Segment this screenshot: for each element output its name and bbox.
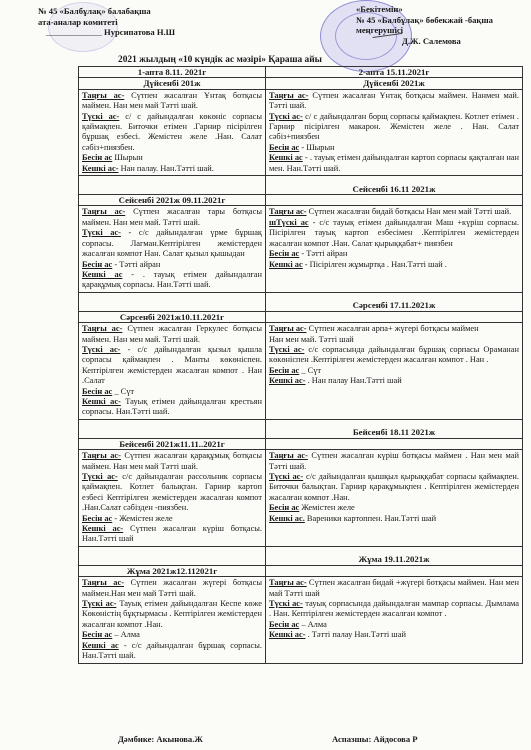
lunch-label: Түскі ас-: [82, 111, 120, 121]
day-header-left: Жұма 2021ж12.112021г: [79, 565, 266, 576]
day-header-left: Сейсенбі 2021ж 09.11.2021г: [79, 195, 266, 206]
week-header-row: [79, 67, 523, 78]
breakfast-dishes: Сүтпен жасалған Геркулес ботқасы маймен. Нан мен май. Тәтті шай.: [82, 324, 262, 344]
breakfast-label: Таңғы ас-: [269, 207, 307, 217]
lunch-label: Түскі ас-: [82, 472, 118, 481]
snack-line: [269, 620, 519, 630]
menu-cell-left: [79, 450, 266, 547]
menu-cell-right: [266, 206, 523, 292]
menu-cell-left: [79, 323, 266, 420]
approval-org: № 45 «Балбұлақ» бөбекжай -бақша: [356, 14, 493, 25]
breakfast-line: [269, 207, 519, 217]
breakfast-line: [269, 451, 519, 472]
menu-cell-left: [79, 206, 266, 292]
snack-dishes: - Тәтті айран: [299, 249, 348, 259]
lunch-dishes: с/с сорпасында дайындалған бұршақ сорпасы Ораманан көкөніспен .Кептірілген жемістерден жасалған компот . Нан .: [269, 344, 519, 365]
dinner-dishes: - с/с дайындалған бұршақ сорпасы. Нан.Тәтті шай.: [82, 640, 262, 661]
snack-label: Бесін ас: [269, 142, 300, 152]
day-header-row: [79, 195, 523, 206]
dinner-dishes: - Пісірілген жұмыртқа . Нан.Тәтті шай .: [302, 259, 447, 269]
breakfast-line: [82, 91, 262, 112]
snack-line: [82, 153, 262, 163]
breakfast-dishes: Сүтпен жасалған арпа+ жүгері ботқасы маймен Нан мен май. Тәтті шай: [269, 324, 479, 344]
lunch-dishes: с/ с дайындалған көкөніс сорпасы қаймақпен. Биточки етімен .Гарнир пісірілген бұршақ езбесі. Жемістен желе .Нан. Салат сәбіз+пиязбен.: [82, 111, 263, 152]
snack-label: Бесін ас: [269, 365, 300, 375]
day-gap-row: [79, 292, 523, 311]
breakfast-line: [269, 324, 519, 345]
dinner-label: Кешкі ас: [269, 259, 303, 269]
breakfast-line: [82, 324, 262, 345]
gap-cell: [79, 419, 266, 438]
day-header-right: Бейсенбі 18.11 2021ж: [266, 419, 523, 438]
breakfast-dishes: Сүтпен жасалған жүгері ботқасы маймен.Нан мен май Тәтті шай.: [82, 578, 262, 598]
dinner-dishes: - . тауық етімен дайындалған қарақұмық сорпасы. Нан.Тәтті шай.: [82, 269, 262, 290]
snack-dishes: – Алма: [299, 619, 327, 629]
breakfast-line: [82, 451, 262, 472]
menu-cell-left: [79, 577, 266, 663]
day-menu-row: [79, 206, 523, 292]
approval-block: [356, 4, 493, 46]
day-header-right-spacer: [266, 438, 523, 449]
dinner-line: [269, 376, 519, 386]
lunch-label: Түскі ас-: [269, 111, 303, 121]
lunch-line: [82, 345, 262, 387]
dinner-dishes: Нан палау. Нан.Тәтті шай.: [118, 163, 214, 173]
dinner-label: Кешкі ас-: [82, 163, 119, 173]
week-1-header: 1-апта 8.11. 2021г: [79, 67, 266, 78]
lunch-label: Түскі ас-: [82, 228, 121, 238]
snack-line: [269, 249, 519, 259]
snack-dishes: - Жемістен желе: [112, 513, 173, 523]
dinner-label: Кешкі ас-: [269, 630, 306, 640]
day-header-right: Сейсенбі 16.11 2021ж: [266, 176, 523, 195]
snack-line: [82, 514, 262, 524]
lunch-line: [269, 218, 519, 249]
dietitian-signature: Дәмбике: Акынова.Ж: [118, 734, 203, 744]
lunch-dishes: Тауық етімен дайындалған Кеспе көже Көкөністің бұқтырмасы . Кептірілген жемістерден жасалған компот .Нан.: [82, 599, 262, 629]
breakfast-line: [82, 207, 262, 228]
dinner-label: Кешкі ас.: [269, 513, 305, 523]
breakfast-label: Таңғы ас-: [269, 578, 307, 588]
snack-label: Бесін ас: [82, 386, 113, 396]
snack-dishes: _ Сүт: [112, 386, 135, 396]
gap-cell: [79, 176, 266, 195]
dinner-dishes: Сүтпен жасалған күріш ботқасы. Нан.Тәтті шай: [82, 524, 263, 544]
lunch-line: [82, 228, 262, 259]
lunch-line: [269, 345, 519, 366]
breakfast-dishes: Сүтпен жасалған Ұнтақ ботқасы маймен. Нан мен май Тәтті шай.: [82, 90, 262, 111]
breakfast-line: [82, 578, 262, 599]
breakfast-label: Таңғы ас-: [82, 578, 124, 588]
breakfast-label: Таңғы ас-: [269, 324, 307, 334]
breakfast-dishes: Сүтпен жасалған бидай ботқасы Нан мен май Тәтті шай.: [306, 207, 512, 217]
day-menu-row: [79, 577, 523, 663]
dinner-line: [82, 524, 262, 545]
breakfast-dishes: Сүтпен жасалған тары ботқасы маймен. Нан мен май. Тәтті шай.: [82, 207, 262, 227]
document-header: [0, 0, 531, 58]
parent-committee-block: № 45 «Балбұлақ» балабақша ата-аналар комитеті _____________ Нурсипатова Н.Ш: [38, 6, 176, 37]
snack-line: [82, 387, 262, 397]
snack-dishes: Жемістен желе: [299, 503, 355, 513]
breakfast-dishes: Сүтпен жасалған Ұнтақ ботқасы маймен. Нанмен май. Тәтті шай.: [269, 90, 519, 111]
lunch-line: [269, 472, 519, 503]
dinner-line: [269, 630, 519, 640]
dinner-label: Кешкі ас-: [82, 524, 124, 534]
day-menu-row: [79, 89, 523, 175]
lunch-dishes: с/с дайындалған рассольник сорпасы қаймақпен. Котлет балықтан. Гарнир картоп езбесі Кептірілген жемістерден жасалған компот .Нан.Салат сәбізден -пиязбен.: [82, 472, 262, 513]
menu-cell-right: [266, 450, 523, 547]
breakfast-label: Таңғы ас-: [82, 90, 125, 100]
day-header-row: [79, 78, 523, 89]
day-header-right-spacer: [266, 195, 523, 206]
breakfast-dishes: Сүтпен жасалған қарақұмық ботқасы маймен. Нан мен май Тәтті шай.: [82, 451, 262, 471]
cook-signature: Аспазшы: Айдосова Р: [332, 734, 418, 744]
day-header-row: [79, 438, 523, 449]
lunch-dishes: с/ с дайындалған борщ сорпасы қаймақпен. Котлет етімен . Гарнир пісірілген макарон. Жемістен желе . Нан. Салат сәбіз+пиязбен: [269, 111, 519, 142]
breakfast-line: [269, 578, 519, 599]
snack-line: [269, 366, 519, 376]
week-2-header: 2-апта 15.11.2021г: [266, 67, 523, 78]
lunch-label: Түскі ас-: [269, 344, 305, 354]
dinner-line: [269, 514, 519, 524]
lunch-line: [82, 112, 262, 154]
snack-label: Бесін ас: [269, 619, 300, 629]
snack-dishes: _ Сүт: [299, 365, 322, 375]
dinner-line: [269, 153, 519, 174]
lunch-label: Түскі ас-: [82, 344, 121, 354]
menu-title: 2021 жылдың «10 күндік ас мәзірі» Қараша айы: [118, 55, 322, 65]
day-header-left: Бейсенбі 2021ж11.11..2021г: [79, 438, 266, 449]
lunch-dishes: - с/с дайындалған үрме бұршақ сорпасы. Лагман.Кептірілген жемістерден жасалған компот Нан. Салат қызыл қышыдан: [82, 228, 263, 259]
snack-line: [82, 260, 262, 270]
snack-line: [269, 503, 519, 513]
day-gap-row: [79, 176, 523, 195]
snack-dishes: - Тәтті айран: [112, 259, 161, 269]
breakfast-line: [269, 91, 519, 112]
snack-label: Бесін ас: [82, 153, 113, 163]
breakfast-dishes: Сүтпен жасалған бидай +жүгері ботқасы маймен. Нан мен май Тәтті шай: [269, 578, 519, 598]
day-header-right-spacer: [266, 565, 523, 576]
lunch-line: [82, 472, 262, 514]
day-header-right: Жұма 19.11.2021ж: [266, 546, 523, 565]
committee-title: ата-аналар комитеті: [38, 16, 118, 27]
breakfast-label: Таңғы ас-: [82, 324, 123, 334]
dinner-line: [82, 270, 262, 291]
approval-heading: «Бекітемін»: [356, 4, 403, 14]
snack-dishes: - Шырын: [299, 142, 335, 152]
dinner-dishes: Вареники картоппен. Нан.Тәтті шай: [304, 513, 437, 523]
dinner-line: [82, 397, 262, 418]
breakfast-label: Таңғы ас-: [269, 451, 308, 461]
menu-cell-left: [79, 89, 266, 175]
day-gap-row: [79, 419, 523, 438]
menu-cell-right: [266, 323, 523, 420]
day-menu-row: [79, 450, 523, 547]
lunch-label: Түскі ас-: [82, 599, 117, 609]
dinner-label: Кешкі ас-: [82, 396, 121, 406]
dinner-dishes: . Нан палау Нан.Тәтті шай: [305, 376, 402, 386]
dinner-dishes: . Тәтті палау Нан.Тәтті шай: [305, 630, 406, 640]
snack-label: Бесін ас: [82, 259, 113, 269]
dinner-line: [82, 641, 262, 662]
approval-signer: Д.Ж. Салемова: [402, 35, 461, 46]
approval-position: меңгерушісі: [356, 25, 404, 35]
gap-cell: [79, 546, 266, 565]
day-gap-row: [79, 546, 523, 565]
lunch-dishes: тауық сорпасында дайындалған мампар сорпасы. Дымлама . Нан. Кептірілген жемістерден жасалған компот .: [269, 599, 519, 619]
snack-label: Бесін ас: [82, 513, 113, 523]
gap-cell: [79, 292, 266, 311]
breakfast-label: Таңғы ас-: [82, 207, 126, 217]
day-header-left: Дүйсенбі 201ж: [79, 78, 266, 89]
menu-cell-right: [266, 577, 523, 663]
snack-label: Бесін ас: [82, 630, 113, 640]
day-menu-row: [79, 323, 523, 420]
lunch-line: [269, 112, 519, 143]
lunch-label: шТүскі ас: [269, 217, 309, 227]
dinner-dishes: - . тауық етімен дайындалған картоп сорпасы қақталған нан мен. Нан.Тәтті шай.: [269, 153, 519, 173]
day-header-right: Сәрсенбі 17.11.2021ж: [266, 292, 523, 311]
breakfast-label: Таңғы ас-: [269, 90, 309, 100]
dinner-line: [82, 164, 262, 174]
dinner-label: Кешкі ас: [82, 640, 119, 650]
lunch-label: Түскі ас-: [269, 599, 303, 609]
lunch-dishes: - с/с дайындалған қызыл қышла сорпасы қаймақпен . Манты көкөніспен. Кептірілген жемістерден жасалған компот . Нан .Салат: [82, 344, 262, 386]
day-header-row: [79, 311, 523, 322]
dinner-label: Кешкі ас: [82, 269, 123, 279]
lunch-line: [269, 599, 519, 620]
day-header-left: Сәрсенбі 2021ж10.11.2021г: [79, 311, 266, 322]
breakfast-label: Таңғы ас-: [82, 451, 121, 461]
lunch-dishes: с/с дайындалған қышқыл қырыққабат сорпасы қаймақпен. Биточки балықтан. Гарнир қарақұмықпен . Кептірілген жемістерден жасалған компот .Нан.: [269, 472, 519, 502]
snack-label: Бесін ас: [269, 249, 300, 259]
snack-label: Бесін ас: [269, 503, 300, 513]
menu-table: [78, 66, 523, 664]
committee-org: № 45 «Балбұлақ» балабақша: [38, 6, 151, 16]
snack-line: [82, 630, 262, 640]
lunch-dishes: - с/с тауық етімен дайындалған Маш +күріш сорпасы. Пісірілген тауық картоп езбесімен .Кептірілген жемістерден жасалған компот .Нан. Салат қырыққабат+ пиязбен: [269, 217, 519, 248]
breakfast-dishes: Сүтпен жасалған күріш ботқасы маймен . Нан мен май Тәтті шай.: [269, 451, 519, 471]
snack-dishes: – Алма: [112, 630, 140, 640]
snack-line: [269, 143, 519, 153]
dinner-line: [269, 260, 519, 270]
day-header-right-spacer: [266, 311, 523, 322]
day-header-row: [79, 565, 523, 576]
dinner-label: Кешкі ас-: [269, 376, 306, 386]
committee-signer: Нурсипатова Н.Ш: [104, 27, 176, 37]
dinner-label: Кешкі ас: [269, 153, 303, 163]
menu-cell-right: [266, 89, 523, 175]
snack-dishes: Шырын: [112, 153, 143, 163]
day-header-right: Дүйсенбі 2021ж: [266, 78, 523, 89]
lunch-label: Түскі ас-: [269, 472, 304, 481]
dinner-dishes: Тауық етімен дайындалған крестьян сорпасы. Нан.Тәтті шай.: [82, 396, 262, 417]
lunch-line: [82, 599, 262, 630]
